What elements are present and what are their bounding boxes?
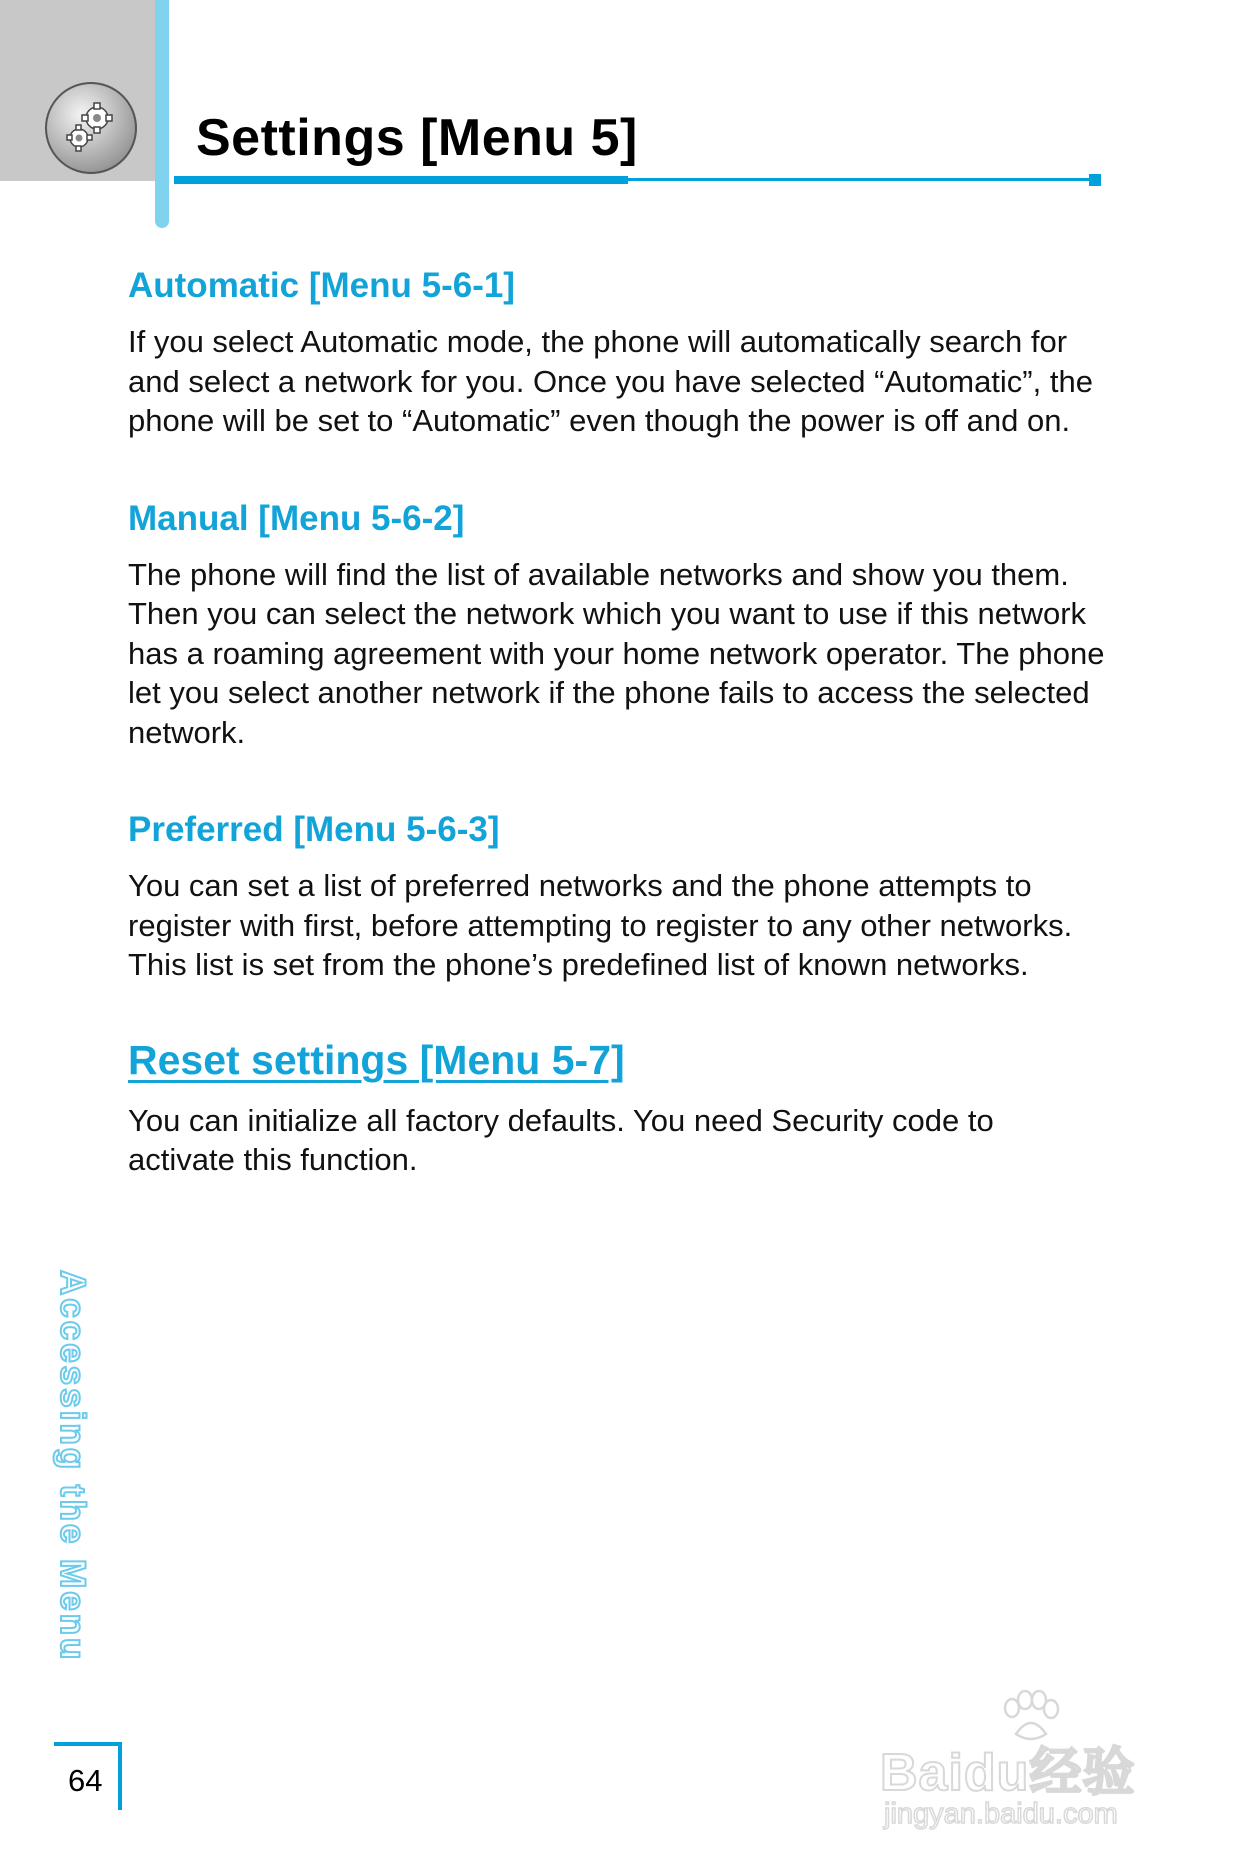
section-body: If you select Automatic mode, the phone will automatically search for and select a network for you. Once you have selected “Automatic”, the phone will be set to “Automatic” even though the power is off and on. (128, 324, 1093, 438)
section-body: You can initialize all factory defaults. You need Security code to activate this function. (128, 1102, 994, 1177)
side-label-text: Accessing the Menu (53, 1270, 92, 1663)
section-heading: Manual [Menu 5-6-2] (128, 498, 465, 538)
header-vertical-rule (155, 0, 169, 228)
section-body: You can set a list of preferred networks and the phone attempts to register with first, before attempting to register to any other networks. This list is set from the phone’s predefined list of known networks. (128, 868, 1073, 982)
watermark (880, 1690, 1180, 1835)
settings-gears-icon (45, 82, 137, 174)
section-heading: Preferred [Menu 5-6-3] (128, 810, 500, 849)
page-number-rule-vertical (118, 1742, 122, 1810)
main-content (128, 264, 1108, 1180)
title-underline-thin (628, 178, 1089, 181)
section-heading: Automatic [Menu 5-6-1] (128, 266, 515, 305)
watermark-brand: Baidu经验 (880, 1744, 1136, 1802)
title-underline-endcap (1089, 174, 1101, 186)
page-number: 64 (68, 1763, 103, 1798)
section-automatic (128, 264, 1108, 441)
page-title: Settings [Menu 5] (196, 109, 638, 167)
watermark-url: jingyan.baidu.com (884, 1798, 1118, 1830)
section-heading: Reset settings [Menu 5-7] (128, 1036, 625, 1083)
title-underline-thick (174, 176, 628, 184)
side-chapter-label (53, 1270, 92, 1730)
page-number-rule-horizontal (54, 1742, 122, 1746)
section-manual (128, 497, 1108, 753)
section-body: The phone will find the list of available networks and show you them. Then you can select the network which you want to use if this network has a roaming agreement with your home network operator. The phone let you select another network if the phone fails to access the selected network. (128, 556, 1105, 750)
section-preferred (128, 808, 1108, 985)
section-reset-settings (128, 1035, 1108, 1180)
